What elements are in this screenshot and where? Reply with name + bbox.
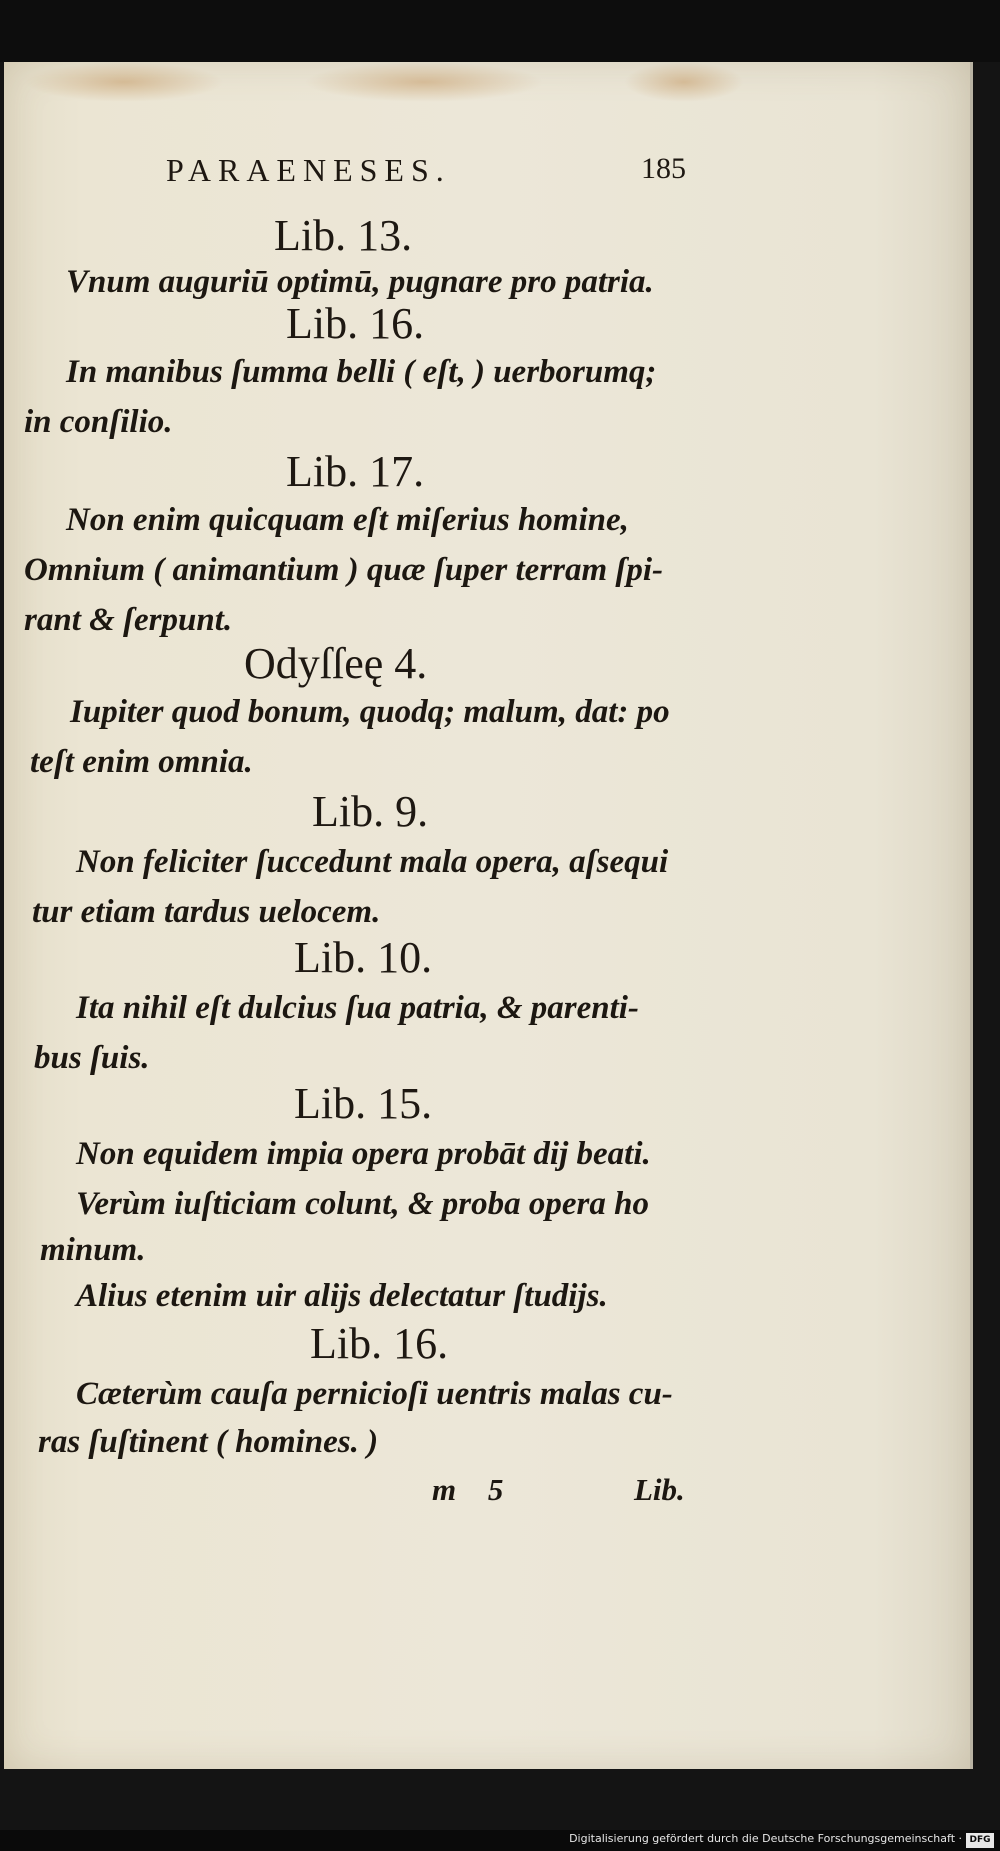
signature-mark: m 5 <box>432 1472 504 1507</box>
text-line: in conſilio. <box>24 404 173 440</box>
scan-top-band <box>0 0 1000 62</box>
section-heading: Lib. 9. <box>312 787 429 836</box>
credit-text: Digitalisierung gefördert durch die Deutsche Forschungsgemeinschaft · <box>569 1832 962 1845</box>
text-line: Iupiter quod bonum, quodq; malum, dat: po <box>70 694 670 730</box>
text-line: In manibus ſumma belli ( eſt, ) uerborumq; <box>66 354 657 390</box>
text-line: ras ſuſtinent ( homines. ) <box>38 1424 379 1460</box>
section-heading: Lib. 16. <box>310 1319 449 1368</box>
text-line: Vnum auguriū optimū, pugnare pro patria. <box>66 264 654 300</box>
text-line: Alius etenim uir alijs delectatur ſtudijs. <box>76 1278 608 1314</box>
text-line: bus ſuis. <box>34 1040 150 1076</box>
text-line: Cæterùm cauſa pernicioſi uentris malas cu- <box>76 1376 673 1412</box>
page-content <box>4 62 970 1769</box>
section-heading: Lib. 13. <box>274 211 413 260</box>
text-line: Ita nihil eſt dulcius ſua patria, & parenti- <box>76 990 639 1026</box>
section-heading: Odyſſeę 4. <box>244 639 428 688</box>
text-line: minum. <box>40 1232 146 1268</box>
section-heading: Lib. 17. <box>286 447 425 496</box>
digitization-credit-bar <box>0 1830 1000 1851</box>
text-line: Non equidem impia opera probāt dij beati. <box>76 1136 651 1172</box>
running-head: PARAENESES. <box>166 152 451 188</box>
book-page <box>4 62 973 1769</box>
text-line: rant & ſerpunt. <box>24 602 233 638</box>
text-line: teſt enim omnia. <box>30 744 253 780</box>
section-heading: Lib. 16. <box>286 299 425 348</box>
text-line: Non enim quicquam eſt miſerius homine, <box>66 502 629 538</box>
text-line: Non feliciter ſuccedunt mala opera, aſsequi <box>76 844 669 880</box>
section-heading: Lib. 15. <box>294 1079 433 1128</box>
page-header <box>166 152 686 202</box>
section-heading: Lib. 10. <box>294 933 433 982</box>
text-line: Omnium ( animantium ) quæ ſuper terram ſpi- <box>24 552 664 588</box>
text-line: tur etiam tardus uelocem. <box>32 894 381 930</box>
page-number: 185 <box>641 152 686 185</box>
text-line: Verùm iuſticiam colunt, & proba opera ho <box>76 1186 649 1222</box>
catchword: Lib. <box>634 1472 685 1507</box>
dfg-logo-icon: DFG <box>966 1833 994 1848</box>
